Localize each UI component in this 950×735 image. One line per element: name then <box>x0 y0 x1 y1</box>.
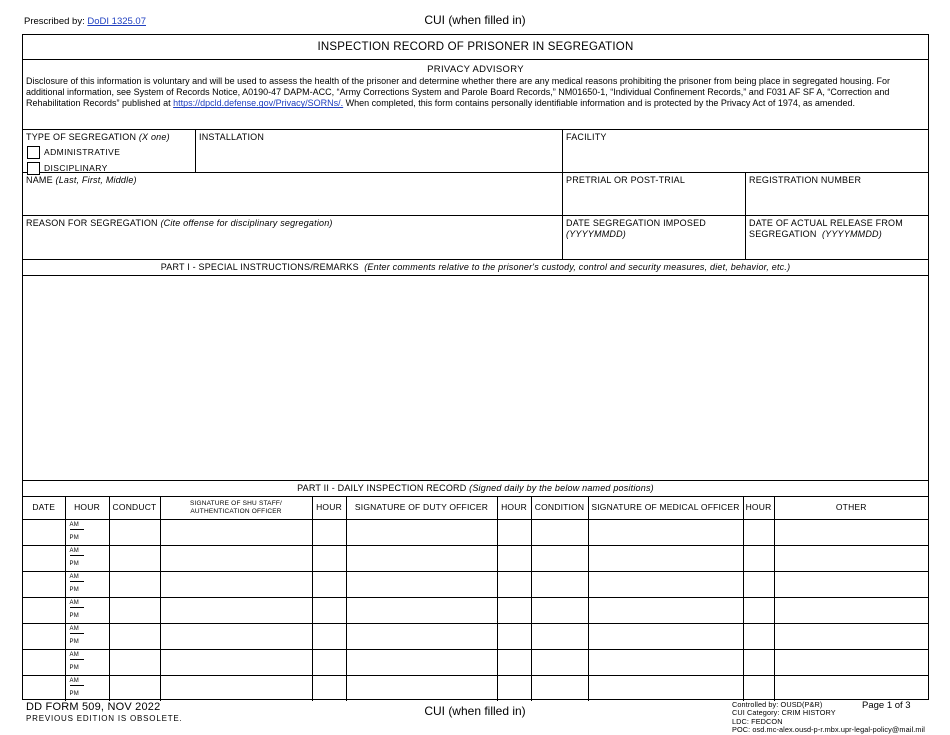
cell-hour-3[interactable] <box>497 649 531 675</box>
disciplinary-label: DISCIPLINARY <box>44 162 108 173</box>
cell-hour-3[interactable] <box>497 571 531 597</box>
cell-duty-signature[interactable] <box>346 675 497 701</box>
cell-other[interactable] <box>774 571 928 597</box>
cell-condition[interactable] <box>531 519 588 545</box>
installation-label: INSTALLATION <box>199 132 265 142</box>
privacy-title: PRIVACY ADVISORY <box>427 64 524 75</box>
cell-hour-2[interactable] <box>312 597 346 623</box>
privacy-text-part2: When completed, this form contains personally identifiable information and is protected by the Privacy Act of 1974, as amended. <box>343 98 855 109</box>
prescribed-link[interactable]: DoDI 1325.07 <box>87 16 146 27</box>
daily-inspection-table <box>23 497 928 701</box>
type-of-segregation-label: TYPE OF SEGREGATION (X one) <box>26 132 170 142</box>
cell-hour[interactable] <box>65 623 109 649</box>
cell-date[interactable] <box>23 571 65 597</box>
cell-duty-signature[interactable] <box>346 519 497 545</box>
cell-duty-signature[interactable] <box>346 545 497 571</box>
col-hour: HOUR <box>65 497 109 519</box>
table-header-row <box>23 497 928 519</box>
cell-condition[interactable] <box>531 675 588 701</box>
cell-hour-2[interactable] <box>312 623 346 649</box>
cell-hour[interactable] <box>65 649 109 675</box>
cell-condition[interactable] <box>531 571 588 597</box>
cui-footer: CUI (when filled in) <box>424 704 526 718</box>
cell-hour-2[interactable] <box>312 675 346 701</box>
cell-condition[interactable] <box>531 623 588 649</box>
date-imposed-label: DATE SEGREGATION IMPOSED (YYYYMMDD) <box>566 218 706 239</box>
cell-hour[interactable] <box>65 519 109 545</box>
cell-shu-signature[interactable] <box>160 675 312 701</box>
cell-date[interactable] <box>23 649 65 675</box>
cell-hour-4[interactable] <box>743 623 774 649</box>
form-number: DD FORM 509, NOV 2022 <box>26 701 161 713</box>
cell-date[interactable] <box>23 597 65 623</box>
cell-shu-signature[interactable] <box>160 519 312 545</box>
pm-label: PM <box>69 534 79 541</box>
cell-medical-signature[interactable] <box>588 519 743 545</box>
cell-hour-4[interactable] <box>743 675 774 701</box>
pm-label: PM <box>69 586 79 593</box>
name-label: NAME (Last, First, Middle) <box>26 175 137 185</box>
page-number: Page 1 of 3 <box>862 700 911 711</box>
cell-condition[interactable] <box>531 545 588 571</box>
form-body <box>22 34 929 700</box>
am-label: AM <box>70 678 84 686</box>
cell-other[interactable] <box>774 675 928 701</box>
am-label: AM <box>70 548 84 556</box>
col-hour-3: HOUR <box>497 497 531 519</box>
reason-field[interactable] <box>23 216 563 260</box>
privacy-text-part1: Disclosure of this information is voluntary and will be used to assess the health of the prisoner and determine whether there are any medical reasons prohibiting the prisoner from being place in segregated housing. For additional information, see System of Records Notice, A0190-47 DAPM-ACC, “Army Corrections System and Parole Board Records,” NM01650-1, “Individual Confinement Records,” and F031 AF SF A, “Correction and Rehabilitation Records” published at <box>26 76 890 109</box>
cell-hour[interactable] <box>65 571 109 597</box>
cell-hour-4[interactable] <box>743 649 774 675</box>
pm-label: PM <box>69 612 79 619</box>
administrative-checkbox[interactable] <box>27 146 40 159</box>
cui-category: CUI Category: CRIM HISTORY <box>732 708 836 718</box>
col-hour-2: HOUR <box>312 497 346 519</box>
cell-date[interactable] <box>23 675 65 701</box>
poc: POC: osd.mc-alex.ousd-p-r.mbx.upr-legal-policy@mail.mil <box>732 725 925 735</box>
cell-hour[interactable] <box>65 545 109 571</box>
part2-header <box>23 481 928 497</box>
cell-shu-signature[interactable] <box>160 597 312 623</box>
col-hour-4: HOUR <box>743 497 774 519</box>
table-row <box>23 597 928 623</box>
cell-conduct[interactable] <box>109 597 160 623</box>
col-other: OTHER <box>774 497 928 519</box>
cell-hour-4[interactable] <box>743 519 774 545</box>
prescribed-label: Prescribed by: <box>24 16 85 27</box>
cell-shu-signature[interactable] <box>160 571 312 597</box>
privacy-advisory <box>23 60 928 130</box>
cell-hour-2[interactable] <box>312 545 346 571</box>
am-label: AM <box>70 522 84 530</box>
am-label: AM <box>70 652 84 660</box>
cell-hour-2[interactable] <box>312 571 346 597</box>
privacy-text <box>26 76 925 110</box>
type-of-segregation-field <box>23 130 196 173</box>
reason-label: REASON FOR SEGREGATION (Cite offense for disciplinary segregation) <box>26 218 333 228</box>
cell-medical-signature[interactable] <box>588 649 743 675</box>
cell-date[interactable] <box>23 545 65 571</box>
date-release-label: DATE OF ACTUAL RELEASE FROM SEGREGATION (YYYYMMDD) <box>749 218 903 239</box>
cell-other[interactable] <box>774 545 928 571</box>
table-row <box>23 519 928 545</box>
cell-shu-signature[interactable] <box>160 649 312 675</box>
date-imposed-field[interactable] <box>563 216 746 260</box>
ldc: LDC: FEDCON <box>732 716 783 726</box>
cell-duty-signature[interactable] <box>346 649 497 675</box>
part1-hint: (Enter comments relative to the prisoner's custody, control and security measures, diet, behavior, etc.) <box>364 262 791 272</box>
form-title: INSPECTION RECORD OF PRISONER IN SEGREGATION <box>23 35 928 60</box>
part1-header <box>23 260 928 276</box>
cell-hour[interactable] <box>65 675 109 701</box>
part2-hint: (Signed daily by the below named positions) <box>469 483 654 493</box>
col-date: DATE <box>23 497 65 519</box>
table-row <box>23 545 928 571</box>
table-row <box>23 649 928 675</box>
col-condition: CONDITION <box>531 497 588 519</box>
col-shu-signature: SIGNATURE OF SHU STAFF/ AUTHENTICATION OFFICER <box>160 497 312 519</box>
cell-condition[interactable] <box>531 649 588 675</box>
table-row <box>23 571 928 597</box>
cell-hour-3[interactable] <box>497 675 531 701</box>
cell-hour-4[interactable] <box>743 597 774 623</box>
col-conduct: CONDUCT <box>109 497 160 519</box>
facility-label: FACILITY <box>566 132 607 142</box>
remarks-area[interactable] <box>23 276 928 481</box>
cell-shu-signature[interactable] <box>160 623 312 649</box>
cell-medical-signature[interactable] <box>588 545 743 571</box>
cell-hour-3[interactable] <box>497 519 531 545</box>
col-medical-signature: SIGNATURE OF MEDICAL OFFICER <box>588 497 743 519</box>
edition-note: PREVIOUS EDITION IS OBSOLETE. <box>26 714 183 723</box>
cell-medical-signature[interactable] <box>588 597 743 623</box>
cell-medical-signature[interactable] <box>588 675 743 701</box>
cell-hour-4[interactable] <box>743 545 774 571</box>
cell-duty-signature[interactable] <box>346 597 497 623</box>
facility-field[interactable] <box>563 130 928 173</box>
cell-hour-4[interactable] <box>743 571 774 597</box>
administrative-option[interactable] <box>26 145 192 159</box>
installation-field[interactable] <box>196 130 563 173</box>
cell-date[interactable] <box>23 623 65 649</box>
table-row <box>23 675 928 701</box>
cell-other[interactable] <box>774 649 928 675</box>
am-label: AM <box>70 574 84 582</box>
col-duty-signature: SIGNATURE OF DUTY OFFICER <box>346 497 497 519</box>
cell-hour-2[interactable] <box>312 649 346 675</box>
cell-date[interactable] <box>23 519 65 545</box>
cell-hour-3[interactable] <box>497 623 531 649</box>
pm-label: PM <box>69 560 79 567</box>
cell-conduct[interactable] <box>109 545 160 571</box>
cell-hour-3[interactable] <box>497 597 531 623</box>
am-label: AM <box>70 600 84 608</box>
table-row <box>23 623 928 649</box>
pm-label: PM <box>69 664 79 671</box>
cell-other[interactable] <box>774 597 928 623</box>
cell-conduct[interactable] <box>109 675 160 701</box>
cell-other[interactable] <box>774 519 928 545</box>
am-label: AM <box>70 626 84 634</box>
name-field[interactable] <box>23 173 563 216</box>
cell-hour-3[interactable] <box>497 545 531 571</box>
pretrial-field[interactable] <box>563 173 746 216</box>
administrative-label: ADMINISTRATIVE <box>44 146 121 157</box>
cell-medical-signature[interactable] <box>588 571 743 597</box>
cell-duty-signature[interactable] <box>346 623 497 649</box>
registration-label: REGISTRATION NUMBER <box>749 175 862 185</box>
cell-duty-signature[interactable] <box>346 571 497 597</box>
date-release-field[interactable] <box>746 216 928 260</box>
cell-shu-signature[interactable] <box>160 545 312 571</box>
pm-label: PM <box>69 638 79 645</box>
cell-conduct[interactable] <box>109 649 160 675</box>
sorn-link[interactable]: https://dpcld.defense.gov/Privacy/SORNs/. <box>173 98 344 109</box>
cell-hour-2[interactable] <box>312 519 346 545</box>
cell-other[interactable] <box>774 623 928 649</box>
registration-field[interactable] <box>746 173 928 216</box>
part2-title: PART II - DAILY INSPECTION RECORD <box>297 483 467 493</box>
cell-conduct[interactable] <box>109 571 160 597</box>
cell-conduct[interactable] <box>109 519 160 545</box>
cell-hour[interactable] <box>65 597 109 623</box>
cell-conduct[interactable] <box>109 623 160 649</box>
cell-medical-signature[interactable] <box>588 623 743 649</box>
pm-label: PM <box>69 690 79 697</box>
cui-header: CUI (when filled in) <box>424 13 526 27</box>
controlled-by: Controlled by: OUSD(P&R) <box>732 700 823 709</box>
part1-title: PART I - SPECIAL INSTRUCTIONS/REMARKS <box>160 262 359 272</box>
pretrial-label: PRETRIAL OR POST-TRIAL <box>566 175 686 185</box>
cell-condition[interactable] <box>531 597 588 623</box>
